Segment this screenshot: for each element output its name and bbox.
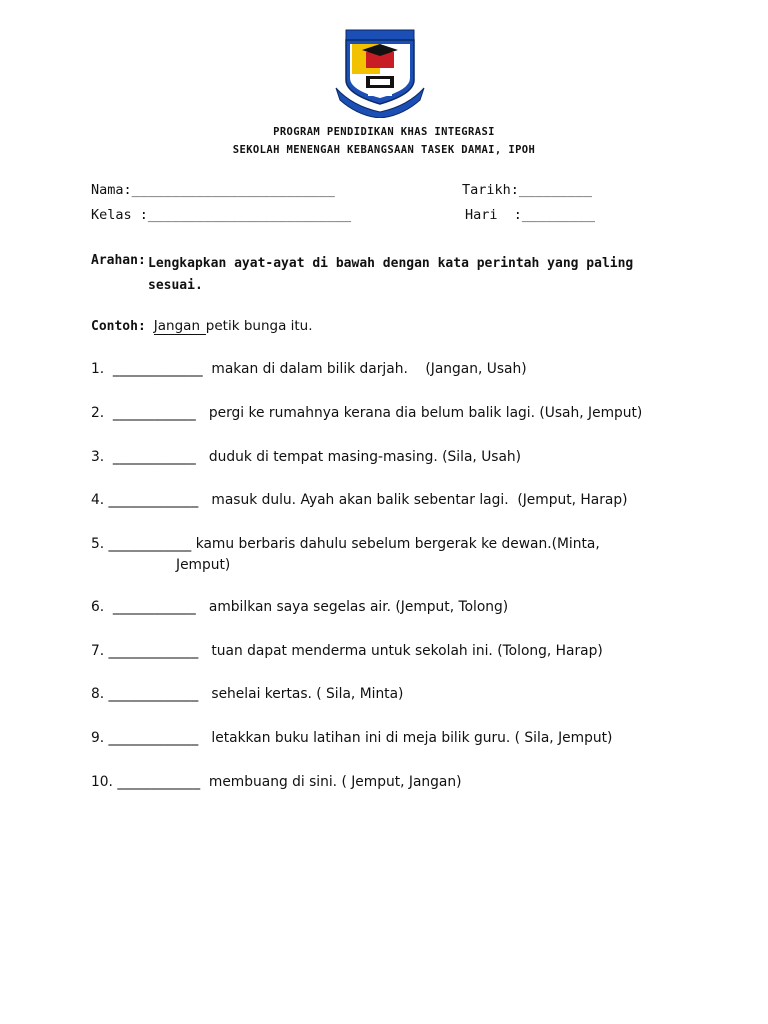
arahan-text: Lengkapkan ayat-ayat di bawah dengan kata perintah yang paling sesuai. xyxy=(148,256,634,293)
question-8: 8. _____________ sehelai kertas. ( Sila, Minta) xyxy=(91,686,404,702)
hari-field: Hari :_________ xyxy=(465,207,596,223)
kelas-field: Kelas :_________________________ xyxy=(91,207,352,223)
question-1: 1. _____________ makan di dalam bilik darjah. (Jangan, Usah) xyxy=(91,361,527,377)
header-school: SEKOLAH MENENGAH KEBANGSAAN TASEK DAMAI, IPOH xyxy=(232,144,536,156)
contoh-label: Contoh: xyxy=(91,319,146,334)
question-4: 4. _____________ masuk dulu. Ayah akan balik sebentar lagi. (Jemput, Harap) xyxy=(91,492,628,508)
header-program: PROGRAM PENDIDIKAN KHAS INTEGRASI xyxy=(273,126,495,138)
example-answer: Jangan xyxy=(154,318,206,335)
question-3: 3. ____________ duduk di tempat masing-masing. (Sila, Usah) xyxy=(91,449,522,465)
question-2: 2. ____________ pergi ke rumahnya kerana dia belum balik lagi. (Usah, Jemput) xyxy=(91,405,643,421)
question-7: 7. _____________ tuan dapat menderma untuk sekolah ini. (Tolong, Harap) xyxy=(91,643,603,659)
question-5: 5. ____________ kamu berbaris dahulu sebelum bergerak ke dewan.(Minta, xyxy=(91,536,600,552)
school-crest-logo xyxy=(332,28,428,118)
question-5-continued: Jemput) xyxy=(176,557,231,573)
nama-field: Nama:_________________________ xyxy=(91,182,335,198)
example xyxy=(91,318,313,335)
example-text: petik bunga itu. xyxy=(205,318,313,334)
question-10: 10. ____________ membuang di sini. ( Jemput, Jangan) xyxy=(91,774,462,790)
arahan-label: Arahan: xyxy=(91,253,146,268)
tarikh-field: Tarikh:_________ xyxy=(462,182,593,198)
question-6: 6. ____________ ambilkan saya segelas air. (Jemput, Tolong) xyxy=(91,599,509,615)
question-9: 9. _____________ letakkan buku latihan ini di meja bilik guru. ( Sila, Jemput) xyxy=(91,730,613,746)
